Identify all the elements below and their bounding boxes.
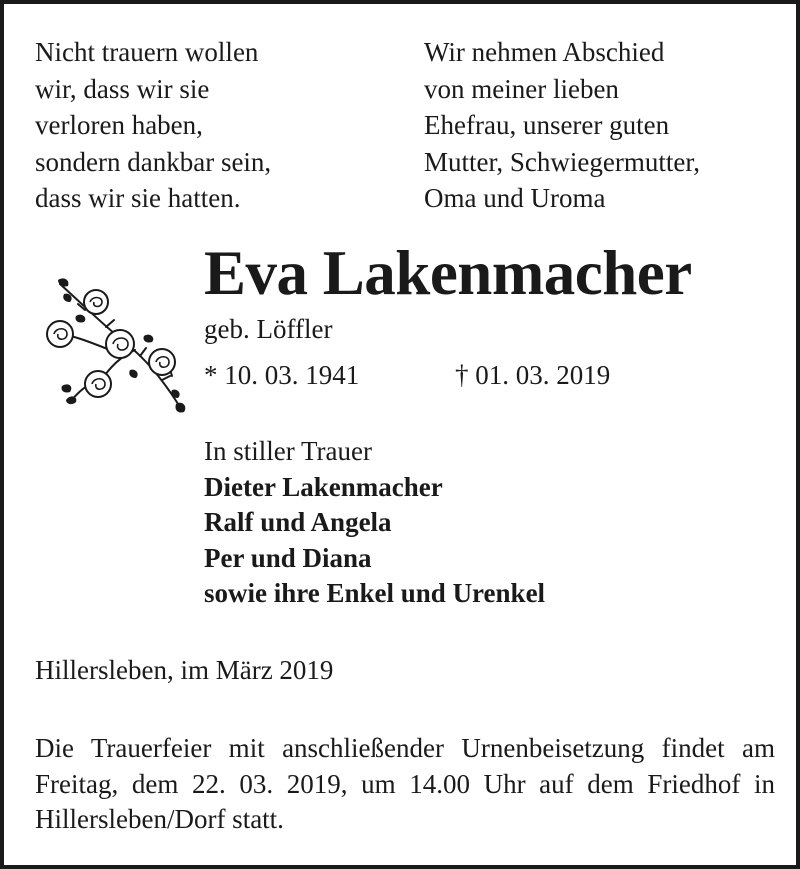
farewell-line: Ehefrau, unserer guten bbox=[424, 110, 670, 140]
poem-line: wir, dass wir sie bbox=[35, 73, 210, 104]
farewell-text bbox=[424, 34, 700, 217]
poem-line: Nicht trauern wollen bbox=[35, 37, 259, 67]
poem-line: dass wir sie hatten. bbox=[35, 183, 241, 213]
poem-verse bbox=[35, 34, 271, 217]
mourner-name: Dieter Lakenmacher bbox=[204, 471, 443, 502]
poem-line: verloren haben, bbox=[35, 110, 203, 140]
roses-icon bbox=[40, 272, 196, 422]
mourner-name: sowie ihre Enkel und Urenkel bbox=[204, 578, 546, 608]
place-date: Hillersleben, im März 2019 bbox=[35, 655, 334, 685]
farewell-line: Wir nehmen Abschied bbox=[424, 37, 665, 67]
mourners-block bbox=[204, 434, 545, 612]
ceremony-info: Die Trauerfeier mit anschließender Urnenbeisetzung findet am Freitag, dem 22. 03. 2019, um 14.00 Uhr auf dem Friedhof in Hillersleben/Dorf statt. bbox=[35, 733, 775, 834]
mourners-intro: In stiller Trauer bbox=[204, 436, 372, 466]
birth-date: * 10. 03. 1941 bbox=[204, 360, 360, 390]
poem-line: sondern dankbar sein, bbox=[35, 146, 272, 177]
mourner-name: Per und Diana bbox=[204, 542, 372, 573]
deceased-name: Eva Lakenmacher bbox=[204, 238, 692, 308]
farewell-line: Mutter, Schwiegermutter, bbox=[424, 146, 701, 177]
farewell-line: von meiner lieben bbox=[424, 73, 619, 104]
mourner-name: Ralf und Angela bbox=[204, 507, 392, 537]
death-date: † 01. 03. 2019 bbox=[455, 360, 611, 390]
farewell-line: Oma und Uroma bbox=[424, 183, 606, 213]
birth-name: geb. Löffler bbox=[204, 314, 333, 344]
